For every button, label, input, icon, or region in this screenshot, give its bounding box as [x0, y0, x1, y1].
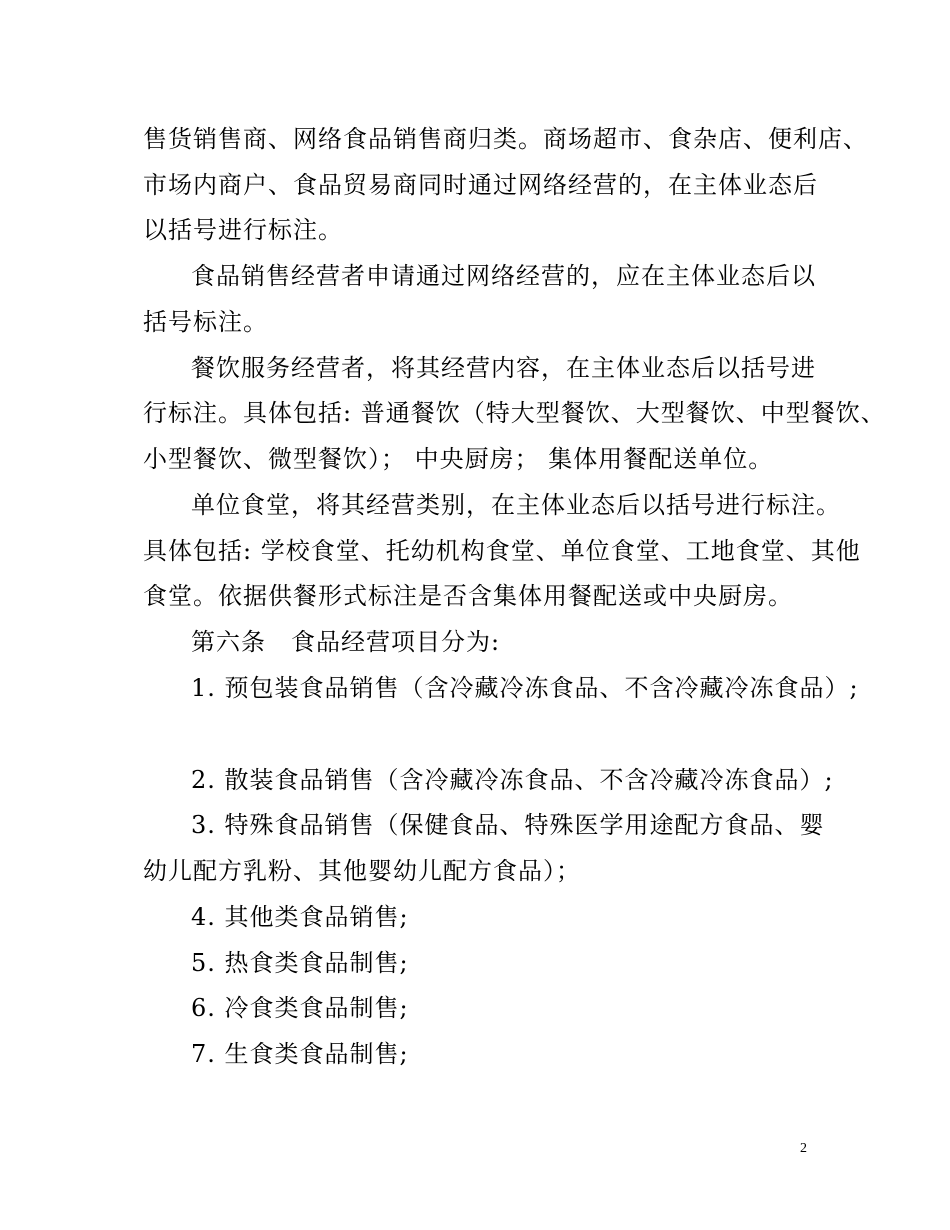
text-line: 食堂。依据供餐形式标注是否含集体用餐配送或中央厨房。: [143, 582, 793, 610]
list-item: 1. 预包装食品销售（含冷藏冷冻食品、不含冷藏冷冻食品）;: [191, 674, 859, 702]
text-line: 幼儿配方乳粉、其他婴幼儿配方食品）；: [143, 857, 581, 885]
text-line: 具体包括: 学校食堂、托幼机构食堂、单位食堂、工地食堂、其他: [143, 537, 861, 565]
text-line: 售货销售商、网络食品销售商归类。商场超市、食杂店、便利店、: [143, 125, 868, 153]
list-item: 2. 散装食品销售（含冷藏冷冻食品、不含冷藏冷冻食品）;: [191, 766, 834, 794]
list-item: 6. 冷食类食品制售;: [191, 994, 409, 1022]
page-number: 2: [800, 1141, 807, 1156]
text-line: 以括号进行标注。: [143, 216, 343, 244]
text-line: 食品销售经营者申请通过网络经营的，应在主体业态后以: [191, 262, 816, 290]
text-line: 括号标注。: [143, 308, 268, 336]
section-heading: 第六条 食品经营项目分为:: [191, 628, 501, 656]
text-line: 单位食堂，将其经营类别，在主体业态后以括号进行标注。: [191, 491, 841, 519]
list-item: 7. 生食类食品制售;: [191, 1040, 409, 1068]
text-line: 餐饮服务经营者，将其经营内容，在主体业态后以括号进: [191, 354, 816, 382]
list-item: 4. 其他类食品销售;: [191, 903, 409, 931]
text-line: 行标注。具体包括: 普通餐饮（特大型餐饮、大型餐饮、中型餐饮、: [143, 399, 886, 427]
text-line: 市场内商户、食品贸易商同时通过网络经营的，在主体业态后: [143, 171, 818, 199]
text-line: 小型餐饮、微型餐饮）； 中央厨房； 集体用餐配送单位。: [143, 445, 774, 473]
list-item: 3. 特殊食品销售（保健食品、特殊医学用途配方食品、婴: [191, 811, 825, 839]
list-item: 5. 热食类食品制售;: [191, 949, 409, 977]
